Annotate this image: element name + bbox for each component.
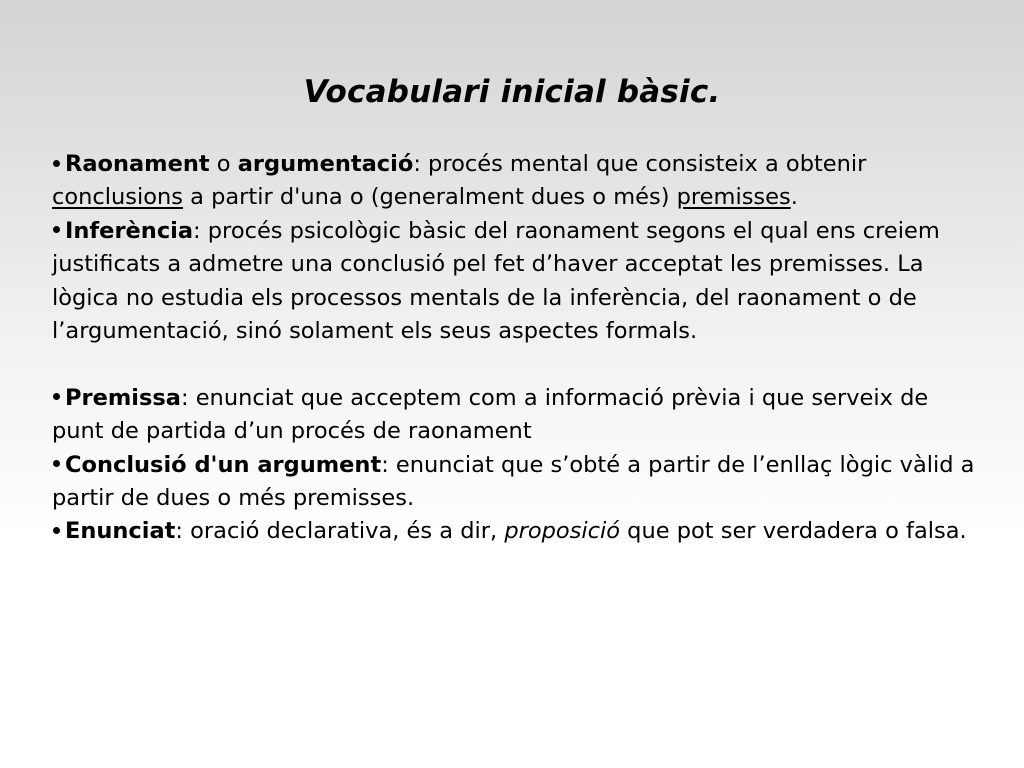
term-raonament: Raonament bbox=[65, 151, 210, 177]
term-argumentacio: argumentació bbox=[237, 151, 414, 177]
list-item bbox=[52, 148, 982, 215]
bullet-icon bbox=[53, 160, 60, 167]
definition-text: : procés psicològic bàsic del raonament segons el qual ens creiem justificats a admetre una conclusió pel fet d’haver acceptat les premisses. La lògica no estudia els processos mentals de la inferència, del raonament o de l’argumentació, sinó solament els seus aspectes formals. bbox=[52, 217, 940, 345]
definition-text: : procés mental que consisteix a obtenir bbox=[413, 151, 867, 177]
underlined-term-premisses: premisses bbox=[676, 184, 791, 211]
term-inferencia: Inferència bbox=[65, 217, 194, 244]
term-premissa: Premissa bbox=[65, 384, 181, 411]
paragraph-gap bbox=[52, 348, 982, 381]
list-item bbox=[52, 449, 982, 516]
bullet-icon bbox=[53, 226, 60, 233]
definition-text: . bbox=[790, 184, 798, 211]
slide-body bbox=[52, 148, 982, 549]
definition-text: a partir d'una o (generalment dues o més) bbox=[183, 184, 677, 211]
italic-term-proposicio: proposició bbox=[504, 518, 621, 545]
term-conclusio: Conclusió d'un argument bbox=[65, 451, 382, 478]
connector-text: o bbox=[209, 151, 238, 177]
bullet-icon bbox=[53, 527, 60, 534]
list-item bbox=[52, 382, 982, 449]
bullet-icon bbox=[53, 460, 60, 467]
slide-title: Vocabulari inicial bàsic. bbox=[303, 74, 721, 110]
definition-text: que pot ser verdadera o falsa. bbox=[620, 518, 967, 545]
definition-text: : enunciat que s’obté a partir de l’enllaç lògic vàlid a partir de dues o més premisses. bbox=[52, 451, 975, 512]
definition-text: : oració declarativa, és a dir, bbox=[175, 518, 505, 545]
list-item bbox=[52, 215, 982, 349]
list-item bbox=[52, 515, 982, 548]
underlined-term-conclusions: conclusions bbox=[52, 184, 184, 211]
bullet-icon bbox=[53, 393, 60, 400]
term-enunciat: Enunciat bbox=[65, 518, 176, 545]
definition-text: : enunciat que acceptem com a informació prèvia i que serveix de punt de partida d’un procés de raonament bbox=[52, 384, 929, 445]
